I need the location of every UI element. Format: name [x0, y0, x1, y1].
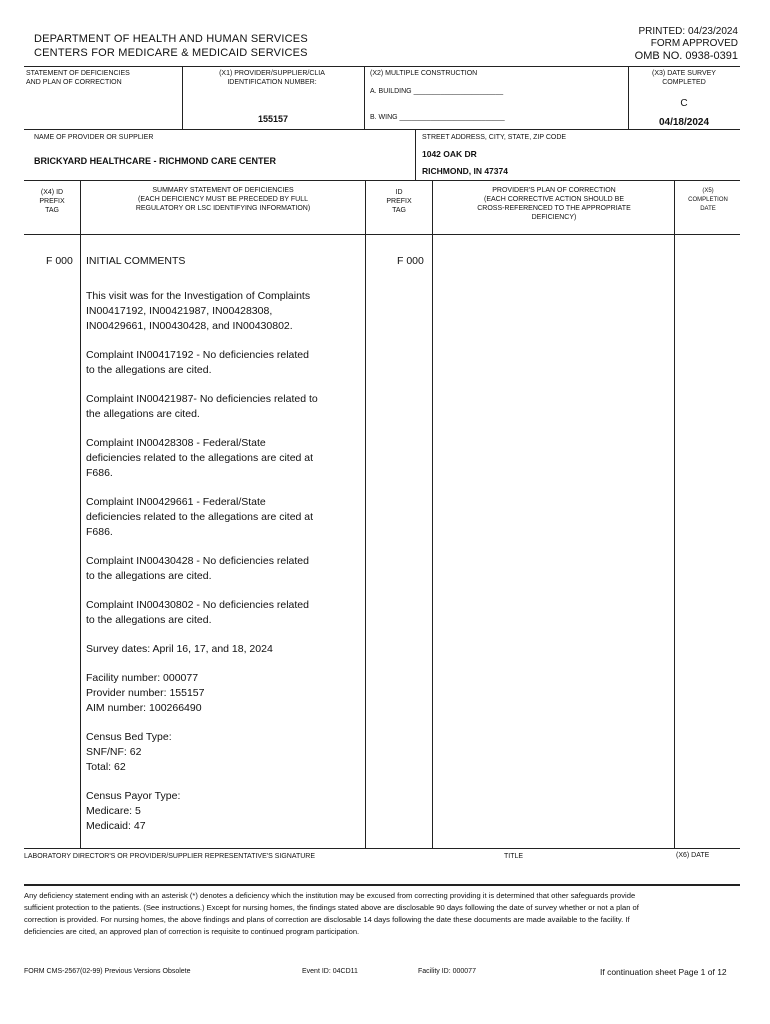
address-divider — [415, 129, 416, 180]
provider-id-value: 155157 — [258, 114, 289, 124]
content-bottom — [24, 848, 740, 849]
provider-name: BRICKYARD HEALTHCARE - RICHMOND CARE CENTER — [34, 156, 277, 166]
facility-id: Facility ID: 000077 — [418, 968, 476, 975]
col-x4-divider — [80, 180, 81, 848]
x1-divider — [182, 66, 183, 129]
printed-date: PRINTED: 04/23/2024 — [638, 26, 738, 37]
paragraph: Complaint IN00428308 - Federal/State deficiencies related to the allegations are cited at F686. — [86, 437, 314, 479]
statement-label: STATEMENT OF DEFICIENCIES AND PLAN OF CORRECTION — [26, 70, 130, 86]
col-plan-divider — [674, 180, 675, 848]
page-indicator: If continuation sheet Page 1 of 12 — [600, 967, 727, 977]
signature-bottom — [24, 884, 740, 886]
paragraph: Complaint IN00430428 - No deficiencies related to the allegations are cited. — [86, 555, 309, 582]
paragraph: Census Payor Type: Medicare: 5 Medicaid: 47 — [86, 790, 181, 832]
date-survey-label: (X3) DATE SURVEY COMPLETED — [652, 70, 716, 86]
print-info — [635, 26, 738, 62]
form-number: FORM CMS-2567(02-99) Previous Versions Obsolete — [24, 968, 191, 975]
building-field: A. BUILDING _______________________ — [370, 88, 504, 95]
col-summary-divider — [365, 180, 366, 848]
x1-label: (X1) PROVIDER/SUPPLIER/CLIA IDENTIFICATION NUMBER: — [219, 70, 325, 86]
summary-header: SUMMARY STATEMENT OF DEFICIENCIES (EACH DEFICIENCY MUST BE PRECEDED BY FULL REGULATORY OR LSC IDENTIFYING INFORMATION) — [135, 187, 311, 212]
x3-divider — [628, 66, 629, 129]
paragraph: Census Bed Type: SNF/NF: 62 Total: 62 — [86, 731, 172, 773]
street-address: 1042 OAK DR — [422, 149, 477, 159]
address-label: STREET ADDRESS, CITY, STATE, ZIP CODE — [422, 134, 567, 141]
multiple-construction-label: (X2) MULTIPLE CONSTRUCTION — [370, 70, 478, 77]
paragraph: Complaint IN00417192 - No deficiencies related to the allegations are cited. — [86, 349, 309, 376]
date-label: (X6) DATE — [676, 852, 710, 859]
survey-type-code: C — [680, 98, 688, 109]
box-divider-3 — [24, 234, 740, 235]
entry-heading: INITIAL COMMENTS — [86, 255, 186, 267]
entry-body — [86, 289, 362, 848]
form-approved: FORM APPROVED — [650, 38, 738, 49]
col-id-divider — [432, 180, 433, 848]
event-id: Event ID: 04CD11 — [302, 968, 358, 975]
top-border — [24, 66, 740, 67]
cms-line: CENTERS FOR MEDICARE & MEDICAID SERVICES — [34, 47, 308, 59]
agency-header — [34, 32, 308, 60]
survey-completed-date: 04/18/2024 — [658, 117, 710, 128]
x2-divider — [364, 66, 365, 129]
x4-header: (X4) ID PREFIX TAG — [39, 189, 65, 214]
prefix-tag-left: F 000 — [46, 255, 73, 267]
paragraph: Facility number: 000077 Provider number: 155157 AIM number: 100266490 — [86, 672, 205, 714]
box-divider-1 — [24, 129, 740, 130]
provider-name-label: NAME OF PROVIDER OR SUPPLIER — [34, 134, 154, 141]
disclosure-note: Any deficiency statement ending with an asterisk (*) denotes a deficiency which the institution may be excused from correcting providing it is determined that other safeguards provide sufficient protection to the patients. (See instructions.) Except for nursing homes, the findings stated above are disclosable 90 days following the date of survey whether or not a plan of correction is provided. For nursing homes, the above findings and plans of correction are disclosable 14 days following the date these documents are made available to the facility. If deficiencies are cited, an approved plan of correction is requisite to continued program participation. — [24, 891, 639, 936]
plan-header: PROVIDER'S PLAN OF CORRECTION (EACH CORRECTIVE ACTION SHOULD BE CROSS-REFERENCED TO THE APPROPRIATE DEFICIENCY) — [477, 187, 631, 221]
paragraph: This visit was for the Investigation of Complaints IN00417192, IN00421987, IN00428308, IN00429661, IN00430428, and IN00430802. — [86, 290, 311, 332]
id-header: ID PREFIX TAG — [386, 189, 412, 214]
signature-label: LABORATORY DIRECTOR'S OR PROVIDER/SUPPLIER REPRESENTATIVE'S SIGNATURE — [24, 853, 316, 860]
prefix-tag-right: F 000 — [397, 255, 424, 267]
title-label: TITLE — [504, 853, 524, 860]
box-divider-2 — [24, 180, 740, 181]
paragraph: Complaint IN00421987- No deficiencies related to the allegations are cited. — [86, 393, 318, 420]
department-line: DEPARTMENT OF HEALTH AND HUMAN SERVICES — [34, 33, 308, 45]
completion-date-header: (X5) COMPLETION DATE — [688, 188, 728, 212]
city-state-zip: RICHMOND, IN 47374 — [422, 166, 508, 176]
omb-number: OMB NO. 0938-0391 — [634, 50, 738, 62]
paragraph: Survey dates: April 16, 17, and 18, 2024 — [86, 643, 273, 655]
paragraph: Complaint IN00430802 - No deficiencies related to the allegations are cited. — [86, 599, 309, 626]
paragraph: Complaint IN00429661 - Federal/State deficiencies related to the allegations are cited at F686. — [86, 496, 314, 538]
wing-field: B. WING ___________________________ — [370, 114, 505, 121]
